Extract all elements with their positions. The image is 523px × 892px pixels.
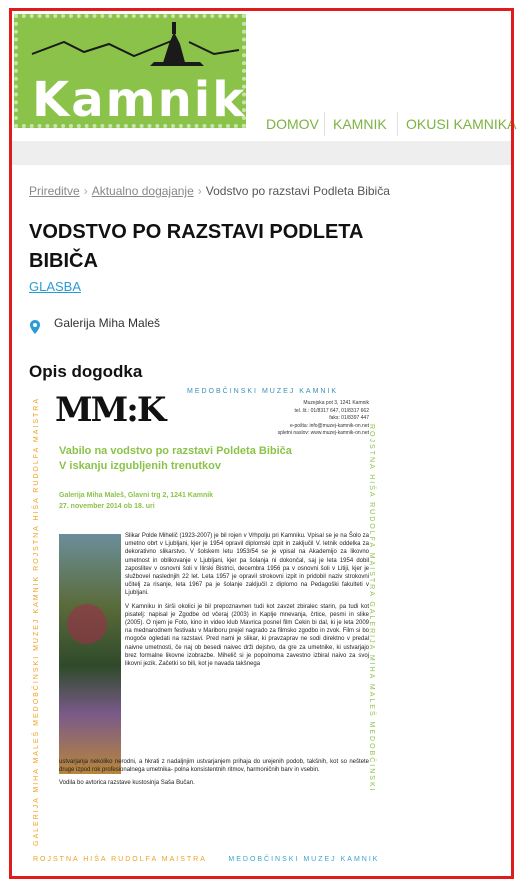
poster-footer-left: ROJSTNA HIŠA RUDOLFA MAISTRA bbox=[33, 856, 207, 863]
nav-item-okusi-kamnika[interactable]: OKUSI KAMNIKA bbox=[406, 116, 517, 132]
poster-side-text-right: ROJSTNA HIŠA RUDOLFA MAISTRA GALERIJA MIHA MALEŠ MEDOBČINSKI bbox=[368, 424, 375, 793]
nav-item-kamnik[interactable]: KAMNIK bbox=[333, 116, 387, 132]
poster-address-line: faks: 01/8397 447 bbox=[329, 415, 369, 421]
highlight-frame bbox=[9, 8, 517, 879]
poster-place: Galerija Miha Maleš, Glavni trg 2, 1241 Kamnik bbox=[59, 492, 214, 499]
nav-item-domov[interactable]: DOMOV bbox=[266, 116, 319, 132]
poster-paragraph: Slikar Polde Mihelič (1923-2007) je bil rojen v Vrhpolju pri Kamniku. Vpisal se je na Šolo za umetno obrt v Ljubljani, kjer je 1954 opravil diplomski izpit in zaključil V. letnik oddelka za dekorativno slikarstvo. V šolskem letu 1953/54 se je vpisal na Akademijo za likovno umetnost in oblikovanje v Ljubljani, kjer pa šolanja ni dokončal, saj je leta 1954 dobil zaposlitev v osnovni šoli v Ilirski Bistrici, decembra 1956 pa v osnovni šoli v Litiji, kjer je službovel naslednjih 22 let. Leta 1957 je opravil strokovni izpit in pridobil naziv strokovni učitelj za risanje, leta 1967 pa je šolanje zaključil z diplomo na Pedagoški fakulteti v Ljubljani. bbox=[125, 533, 369, 597]
breadcrumb-current: Vodstvo po razstavi Podleta Bibiča bbox=[205, 184, 390, 198]
poster-address-line: spletni naslov: www.muzej-kamnik-on.net bbox=[277, 430, 369, 436]
poster-footer-right: MEDOBČINSKI MUZEJ KAMNIK bbox=[228, 856, 380, 863]
breadcrumb-separator: › bbox=[83, 184, 88, 198]
poster-invitation-line: V iskanju izgubljenih trenutkov bbox=[59, 460, 221, 472]
poster-logo: MM:K bbox=[55, 390, 165, 430]
poster-date: 27. november 2014 ob 18. uri bbox=[59, 503, 155, 510]
poster-address-line: tel. št.: 01/8317 647, 01/8317 662 bbox=[294, 407, 369, 414]
page-title: VODSTVO PO RAZSTAVI PODLETA BIBIČA bbox=[29, 221, 363, 272]
poster-museum-name: MEDOBČINSKI MUZEJ KAMNIK bbox=[187, 388, 339, 395]
location-name: Galerija Miha Maleš bbox=[54, 316, 161, 330]
event-category-link[interactable]: GLASBA bbox=[29, 279, 82, 294]
poster-side-text-left: GALERIJA MIHA MALEŠ MEDOBČINSKI MUZEJ KAMNIK ROJSTNA HIŠA RUDOLFA MAISTRA bbox=[33, 396, 40, 846]
poster-invitation-line: Vabilo na vodstvo po razstavi Poldeta Bibiča bbox=[59, 445, 292, 457]
breadcrumb-separator: › bbox=[197, 184, 202, 198]
logo-wordmark: Kamnik bbox=[32, 72, 246, 128]
poster-paragraph: Vodila bo avtorica razstave kustosinja Saša Bučan. bbox=[59, 780, 195, 787]
poster-address-line: e-pošta: info@muzej-kamnik-on.net bbox=[290, 422, 369, 429]
poster-address-line: Muzejska pot 3, 1241 Kamnik bbox=[303, 400, 369, 406]
poster-paragraph: V Kamniku in širši okolici je bil prepoznavnen tudi kot zavzet zbiralec starin, pa tudi kot pisatelj: napisal je Zgodbe od včeraj (2003) in Kaplje mnevanja, črtice, pesmi in slike (2005). O njem je Foto, kino in video klub Mavrica posnel film Cekin bi dal, ki je leta 2009 na mednarodnem festivalu v Mariboru prejel nagrado za filmsko zgodbo in zvok. Film si bo mogoče ogledati na razstavi. Pred nami je slikar, ki pravzaprav ne sodi direktno v predal naivne umetnosti, če naj ob besedi naivec drži dejstvo, da gre za umetnike, ki ustvarjajo brez formalne likovne izobrazbe. Mihelič si je popolnoma zavestno izbiral naivo za svoj likovni jezik. Začetki so bili, kot je navada takšnega bbox=[125, 603, 369, 668]
poster-paragraph: ustvarjanja nekoliko nerodni, a hkrati z nadaljnjim ustvarjanjem prihaja do urejenih podob, takšnih, kot so neštete druge izpod rok profesionalnega umetnika- polna konsistentnih ritmov, harmoničnih barv in vsebin. bbox=[59, 759, 369, 774]
breadcrumb-link-prireditve[interactable]: Prireditve bbox=[29, 184, 80, 198]
breadcrumb-link-aktualno-dogajanje[interactable]: Aktualno dogajanje bbox=[91, 184, 194, 198]
description-heading: Opis dogodka bbox=[29, 362, 143, 381]
